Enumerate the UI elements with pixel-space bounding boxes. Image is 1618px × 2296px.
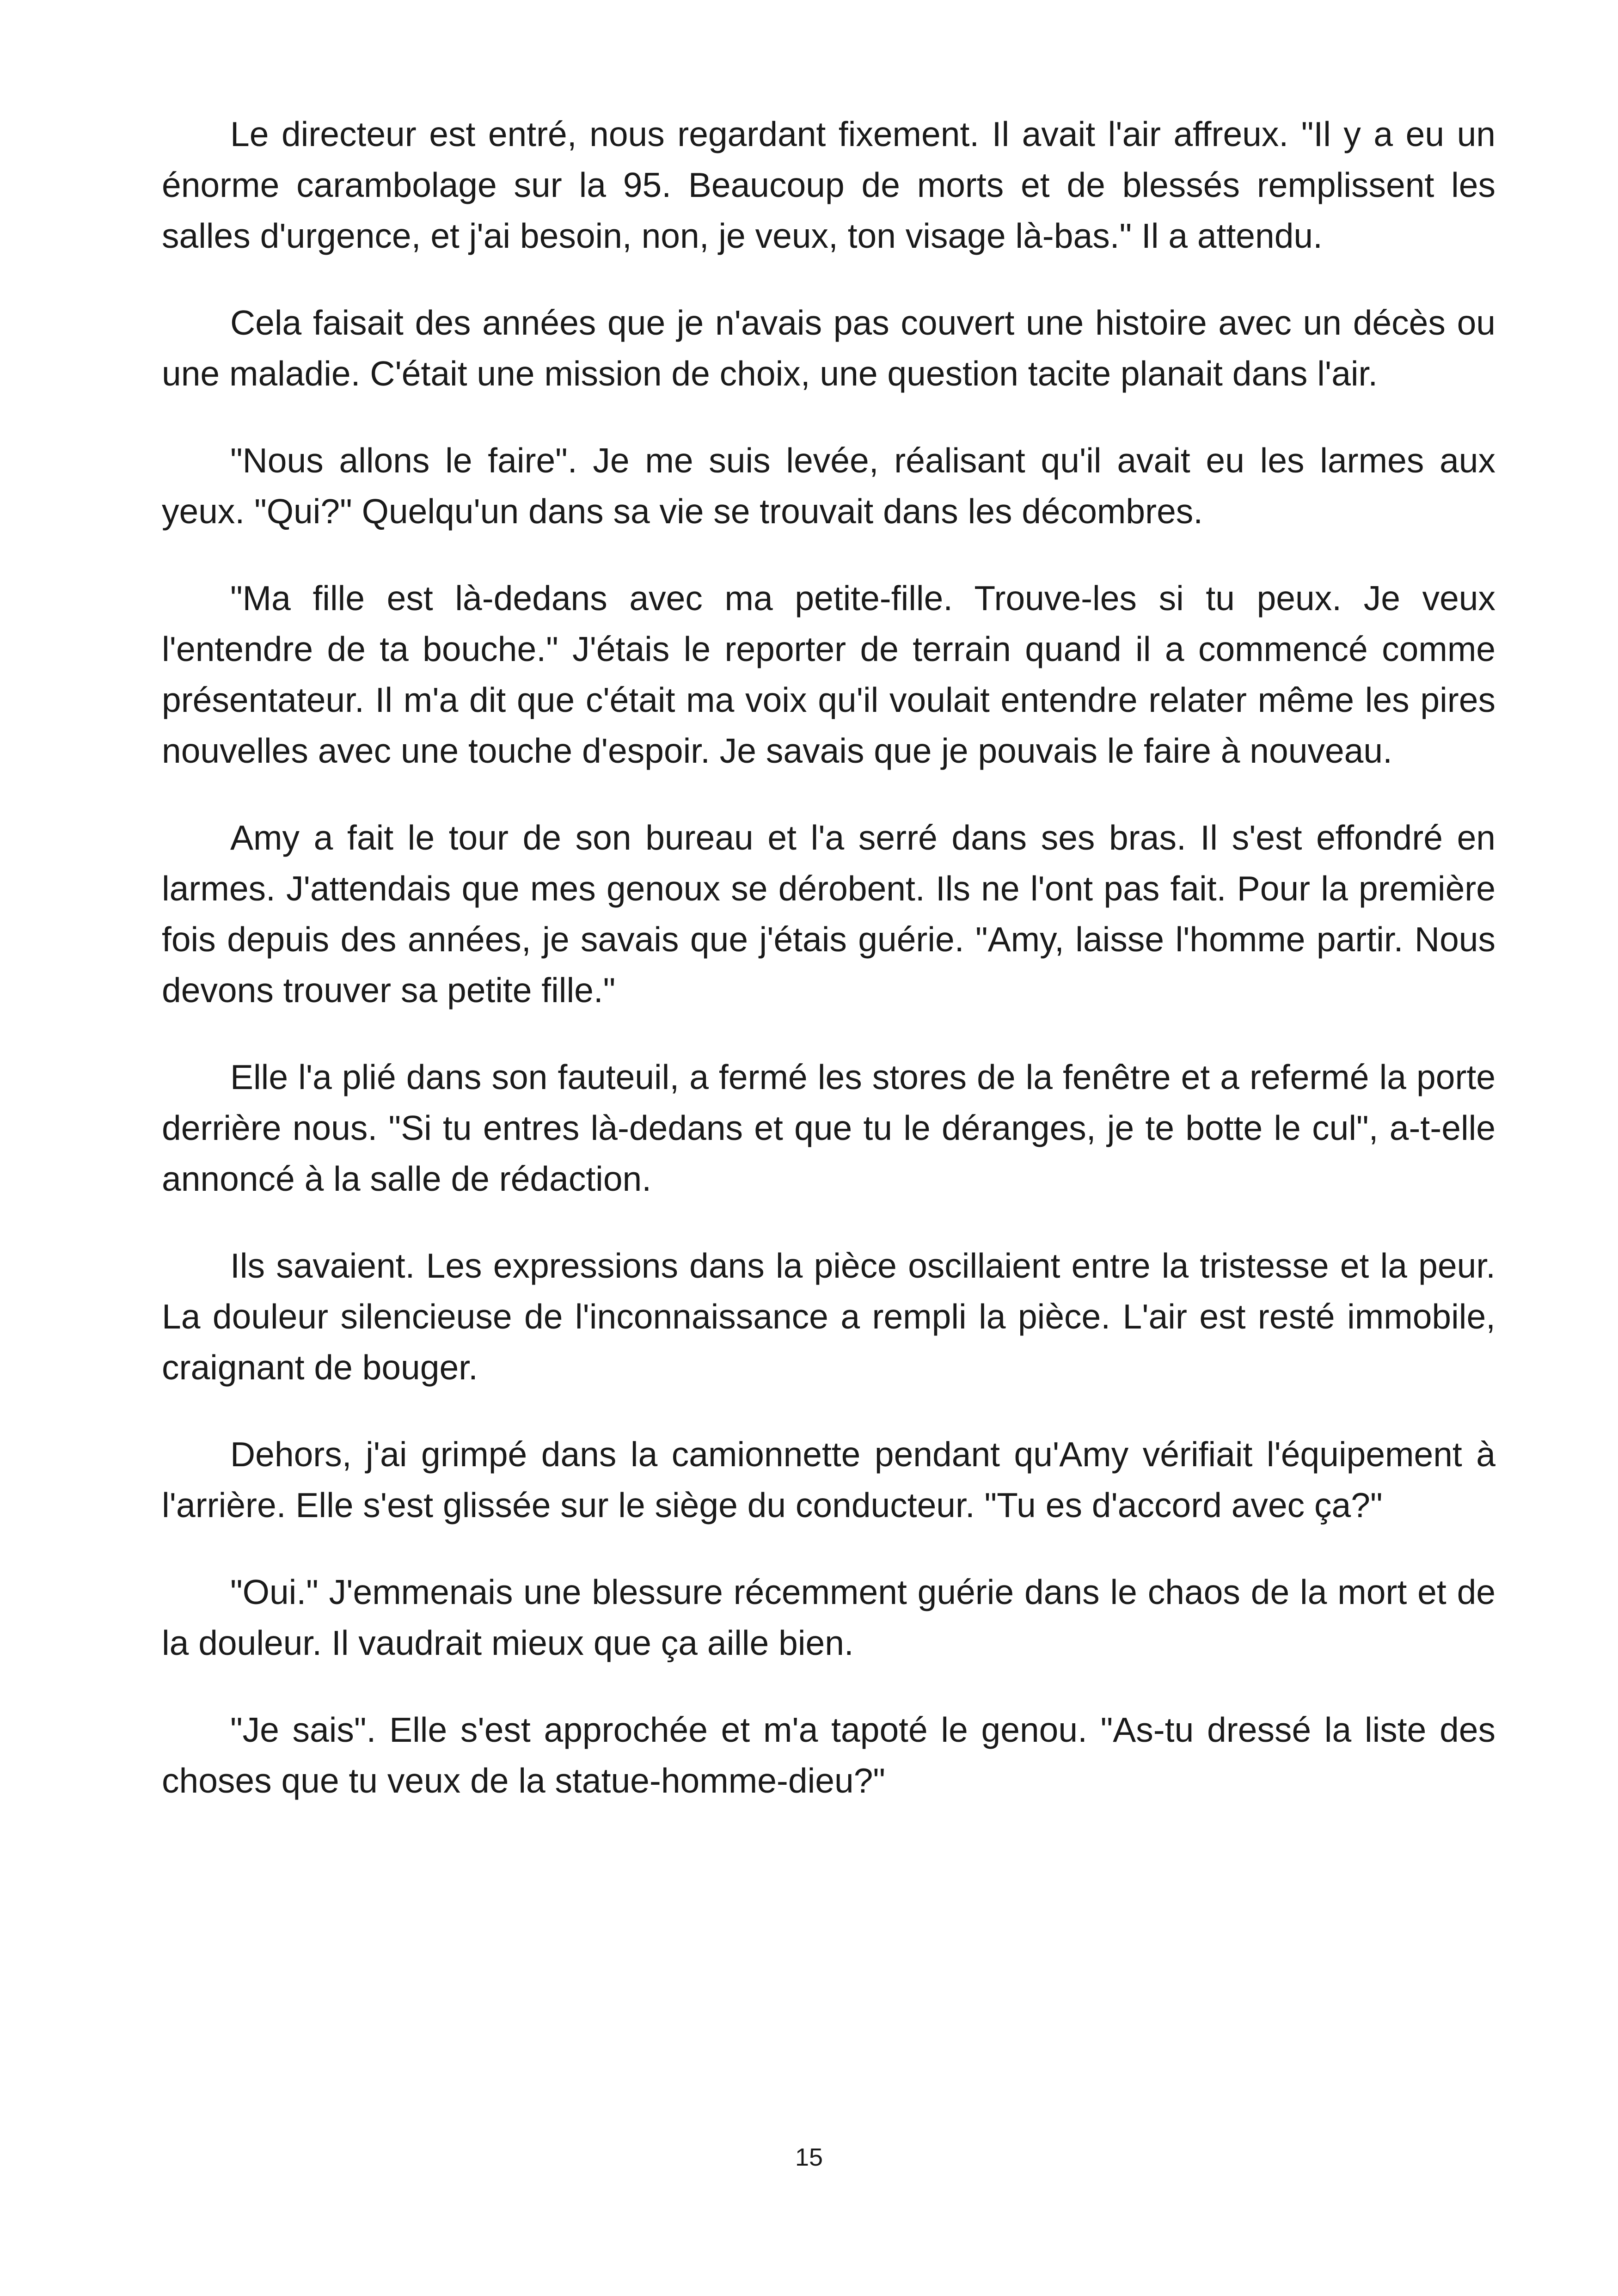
paragraph: "Ma fille est là-dedans avec ma petite-fille. Trouve-les si tu peux. Je veux l'entendre de ta bouche." J'étais le reporter de terrain quand il a commencé comme présentateur. Il m'a dit que c'était ma voix qu'il voulait entendre relater même les pires nouvelles avec une touche d'espoir. Je savais que je pouvais le faire à nouveau.: [162, 579, 1495, 770]
paragraph: Ils savaient. Les expressions dans la pièce oscillaient entre la tristesse et la peur. La douleur silencieuse de l'inconnaissance a rempli la pièce. L'air est resté immobile, craignant de bouger.: [162, 1246, 1495, 1387]
page-number: 15: [795, 2143, 823, 2171]
paragraph: Dehors, j'ai grimpé dans la camionnette pendant qu'Amy vérifiait l'équipement à l'arrière. Elle s'est glissée sur le siège du conducteur. "Tu es d'accord avec ça?": [162, 1435, 1495, 1525]
paragraph: Elle l'a plié dans son fauteuil, a fermé les stores de la fenêtre et a refermé la porte derrière nous. "Si tu entres là-dedans et que tu le déranges, je te botte le cul", a-t-elle annoncé à la salle de rédaction.: [162, 1058, 1495, 1198]
paragraph: "Nous allons le faire". Je me suis levée, réalisant qu'il avait eu les larmes aux yeux. "Qui?" Quelqu'un dans sa vie se trouvait dans les décombres.: [162, 441, 1495, 531]
paragraph: "Oui." J'emmenais une blessure récemment guérie dans le chaos de la mort et de la douleur. Il vaudrait mieux que ça aille bien.: [162, 1573, 1495, 1662]
paragraph: Le directeur est entré, nous regardant fixement. Il avait l'air affreux. "Il y a eu un énorme carambolage sur la 95. Beaucoup de morts et de blessés remplissent les salles d'urgence, et j'ai besoin, non, je veux, ton visage là-bas." Il a attendu.: [162, 115, 1495, 255]
paragraph: Cela faisait des années que je n'avais pas couvert une histoire avec un décès ou une maladie. C'était une mission de choix, une question tacite planait dans l'air.: [162, 303, 1495, 393]
paragraph: "Je sais". Elle s'est approchée et m'a tapoté le genou. "As-tu dressé la liste des choses que tu veux de la statue-homme-dieu?": [162, 1710, 1495, 1800]
body-text: [162, 109, 1495, 1842]
paragraph: Amy a fait le tour de son bureau et l'a serré dans ses bras. Il s'est effondré en larmes. J'attendais que mes genoux se dérobent. Ils ne l'ont pas fait. Pour la première fois depuis des années, je savais que j'étais guérie. "Amy, laisse l'homme partir. Nous devons trouver sa petite fille.": [162, 818, 1495, 1010]
